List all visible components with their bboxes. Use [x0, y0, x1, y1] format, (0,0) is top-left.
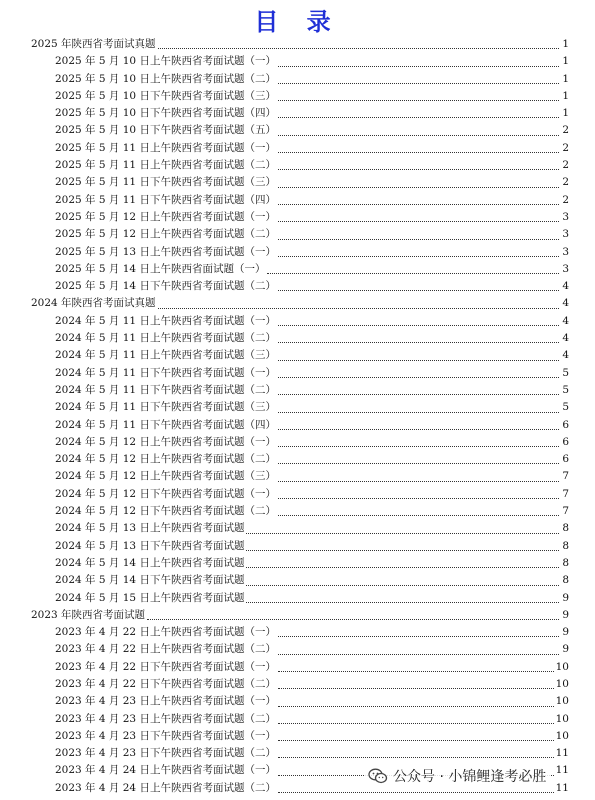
toc-page-number: 2: [562, 159, 569, 172]
toc-entry[interactable]: [31, 451, 569, 468]
toc-entry-title: 2023 年 4 月 22 日下午陕西省考面试题（二）: [55, 677, 276, 690]
wechat-icon: [368, 768, 388, 784]
toc-page-number: 6: [562, 418, 569, 431]
dot-leader: [278, 457, 559, 464]
toc-page-number: 4: [562, 314, 569, 327]
toc-page-number: 4: [562, 297, 569, 310]
toc-page-number: 9: [562, 608, 569, 621]
toc-entry-title: 2024 年 5 月 11 日上午陕西省考面试题（三）: [55, 349, 276, 362]
dot-leader: [278, 146, 559, 153]
toc-entry-title: 2025 年 5 月 10 日下午陕西省考面试题（三）: [55, 89, 276, 102]
toc-page-number: 5: [562, 383, 569, 396]
toc-entry[interactable]: [31, 105, 569, 122]
toc-page-number: 2: [562, 141, 569, 154]
toc-entry[interactable]: [31, 624, 569, 641]
watermark-text: 公众号 · 小锦鲤逢考必胜: [393, 769, 547, 785]
dot-leader: [246, 544, 559, 551]
toc-page-number: 11: [555, 781, 569, 794]
toc-page-number: 9: [562, 643, 569, 656]
toc-page-number: 8: [562, 556, 569, 569]
toc-entry[interactable]: [31, 555, 569, 572]
toc-entry[interactable]: [31, 520, 569, 537]
toc-page-number: 3: [562, 245, 569, 258]
dot-leader: [278, 94, 559, 101]
toc-page-number: 10: [555, 695, 569, 708]
toc-page-number: 2: [562, 193, 569, 206]
toc-entry-title: 2025 年 5 月 10 日上午陕西省考面试题（二）: [55, 72, 276, 85]
toc-entry[interactable]: [31, 330, 569, 347]
toc-entry-title: 2024 年 5 月 13 日上午陕西省考面试题: [55, 522, 245, 535]
toc-entry[interactable]: [31, 399, 569, 416]
toc-page-number: 9: [562, 626, 569, 639]
dot-leader: [278, 163, 559, 170]
toc-page-number: 8: [562, 539, 569, 552]
dot-leader: [278, 181, 559, 188]
dot-leader: [278, 60, 559, 67]
dot-leader: [278, 215, 559, 222]
toc-entry-title: 2024 年 5 月 14 日下午陕西省考面试题: [55, 574, 245, 587]
dot-leader: [278, 682, 554, 689]
dot-leader: [278, 319, 559, 326]
toc-entry-title: 2024 年 5 月 12 日上午陕西省考面试题（三）: [55, 470, 276, 483]
toc-entry-title: 2025 年 5 月 14 日下午陕西省考面试题（二）: [55, 280, 276, 293]
toc-page-number: 4: [562, 349, 569, 362]
toc-entry[interactable]: [31, 382, 569, 399]
dot-leader: [158, 42, 559, 49]
toc-entry-title: 2024 年 5 月 11 日下午陕西省考面试题（三）: [55, 401, 276, 414]
dot-leader: [278, 198, 559, 205]
dot-leader: [278, 284, 559, 291]
toc-page-number: 1: [562, 72, 569, 85]
toc-entry-title: 2024 年 5 月 11 日上午陕西省考面试题（一）: [55, 314, 276, 327]
dot-leader: [278, 388, 559, 395]
toc-entry-title: 2025 年 5 月 12 日上午陕西省考面试题（一）: [55, 210, 276, 223]
dot-leader: [246, 527, 559, 534]
toc-entry[interactable]: [31, 209, 569, 226]
toc-page-number: 2: [562, 124, 569, 137]
dot-leader: [278, 423, 559, 430]
toc-entry-title: 2025 年 5 月 12 日上午陕西省考面试题（二）: [55, 228, 276, 241]
toc-entry[interactable]: [31, 261, 569, 278]
toc-page-number: 4: [562, 280, 569, 293]
toc-entry-title: 2024 年陕西省考面试真题: [31, 297, 156, 310]
dot-leader: [246, 561, 559, 568]
toc-page-number: 8: [562, 574, 569, 587]
toc-entry[interactable]: [31, 728, 569, 745]
dot-leader: [246, 596, 559, 603]
toc-entry-title: 2024 年 5 月 11 日下午陕西省考面试题（一）: [55, 366, 276, 379]
toc-entry-title: 2024 年 5 月 14 日上午陕西省考面试题: [55, 556, 245, 569]
toc-page-number: 1: [562, 107, 569, 120]
dot-leader: [278, 354, 559, 361]
toc-page-number: 3: [562, 210, 569, 223]
dot-leader: [246, 579, 559, 586]
dot-leader: [278, 111, 559, 118]
dot-leader: [278, 509, 559, 516]
dot-leader: [278, 700, 554, 707]
dot-leader: [278, 371, 559, 378]
toc-page-number: 6: [562, 453, 569, 466]
toc-entry[interactable]: [31, 140, 569, 157]
toc-page-number: 5: [562, 366, 569, 379]
toc-page-number: 10: [555, 729, 569, 742]
toc-page-number: 1: [562, 38, 569, 50]
toc-page-number: 10: [555, 677, 569, 690]
toc-entry-title: 2025 年陕西省考面试真题: [31, 38, 156, 50]
toc-entry-title: 2023 年 4 月 23 日下午陕西省考面试题（一）: [55, 729, 276, 742]
dot-leader: [278, 630, 559, 637]
toc-entry-title: 2024 年 5 月 12 日上午陕西省考面试题（一）: [55, 435, 276, 448]
toc-entry-title: 2025 年 5 月 13 日上午陕西省考面试题（一）: [55, 245, 276, 258]
toc-entry[interactable]: [31, 434, 569, 451]
toc-section-entry[interactable]: [31, 295, 569, 312]
toc-entry-title: 2025 年 5 月 11 日下午陕西省考面试题（四）: [55, 193, 276, 206]
toc-entry[interactable]: [31, 244, 569, 261]
page-title: 目 录: [254, 8, 341, 36]
toc-entry-title: 2023 年 4 月 24 日上午陕西省考面试题（一）: [55, 764, 276, 777]
toc-entry-title: 2023 年 4 月 22 日下午陕西省考面试题（一）: [55, 660, 276, 673]
toc-page-number: 7: [562, 470, 569, 483]
toc-page-number: 3: [562, 228, 569, 241]
toc-entry[interactable]: [31, 71, 569, 88]
toc-entry-title: 2024 年 5 月 11 日下午陕西省考面试题（四）: [55, 418, 276, 431]
toc-entry-title: 2024 年 5 月 13 日下午陕西省考面试题: [55, 539, 245, 552]
toc-entry[interactable]: [31, 53, 569, 70]
toc-page-number: 1: [562, 55, 569, 68]
toc-entry-title: 2023 年 4 月 22 日上午陕西省考面试题（二）: [55, 643, 276, 656]
toc-entry-title: 2023 年 4 月 23 日上午陕西省考面试题（二）: [55, 712, 276, 725]
toc-entry[interactable]: [31, 468, 569, 485]
toc-entry[interactable]: [31, 676, 569, 693]
dot-leader: [278, 648, 559, 655]
toc-entry[interactable]: [31, 417, 569, 434]
dot-leader: [278, 734, 554, 741]
toc-page-number: 1: [562, 89, 569, 102]
dot-leader: [278, 475, 559, 482]
toc-entry[interactable]: [31, 313, 569, 330]
toc-page-number: 2: [562, 176, 569, 189]
table-of-contents: [31, 36, 569, 797]
toc-entry-title: 2023 年 4 月 24 日上午陕西省考面试题（二）: [55, 781, 276, 794]
toc-entry-title: 2023 年陕西省考面试题: [31, 608, 146, 621]
toc-entry-title: 2025 年 5 月 11 日上午陕西省考面试题（二）: [55, 159, 276, 172]
toc-entry[interactable]: [31, 122, 569, 139]
toc-page-number: 4: [562, 332, 569, 345]
toc-entry[interactable]: [31, 192, 569, 209]
toc-entry-title: 2025 年 5 月 11 日上午陕西省考面试题（一）: [55, 141, 276, 154]
toc-entry-title: 2023 年 4 月 23 日下午陕西省考面试题（二）: [55, 747, 276, 760]
toc-entry[interactable]: [31, 572, 569, 589]
toc-entry[interactable]: [31, 278, 569, 295]
toc-page-number: 3: [562, 262, 569, 275]
toc-entry[interactable]: [31, 157, 569, 174]
toc-entry-title: 2024 年 5 月 12 日下午陕西省考面试题（一）: [55, 487, 276, 500]
toc-entry[interactable]: [31, 88, 569, 105]
toc-page-number: 10: [555, 712, 569, 725]
dot-leader: [278, 665, 554, 672]
dot-leader: [278, 406, 559, 413]
toc-entry[interactable]: [31, 347, 569, 364]
toc-entry-title: 2025 年 5 月 10 日下午陕西省考面试题（五）: [55, 124, 276, 137]
toc-page-number: 7: [562, 505, 569, 518]
toc-entry-title: 2024 年 5 月 11 日下午陕西省考面试题（二）: [55, 383, 276, 396]
toc-entry[interactable]: [31, 226, 569, 243]
toc-entry-title: 2023 年 4 月 23 日上午陕西省考面试题（一）: [55, 695, 276, 708]
toc-entry-title: 2024 年 5 月 15 日上午陕西省考面试题: [55, 591, 245, 604]
toc-page-number: 11: [555, 764, 569, 777]
toc-entry-title: 2025 年 5 月 10 日上午陕西省考面试题（一）: [55, 55, 276, 68]
dot-leader: [278, 492, 559, 499]
toc-entry[interactable]: [31, 503, 569, 520]
toc-section-entry[interactable]: [31, 36, 569, 53]
toc-entry-title: 2024 年 5 月 12 日下午陕西省考面试题（二）: [55, 505, 276, 518]
toc-entry[interactable]: [31, 590, 569, 607]
dot-leader: [267, 267, 559, 274]
dot-leader: [278, 129, 559, 136]
toc-page-number: 8: [562, 522, 569, 535]
toc-entry[interactable]: [31, 538, 569, 555]
toc-section-entry[interactable]: [31, 607, 569, 624]
toc-entry-title: 2023 年 4 月 22 日上午陕西省考面试题（一）: [55, 626, 276, 639]
toc-entry[interactable]: [31, 693, 569, 710]
toc-entry-title: 2024 年 5 月 12 日上午陕西省考面试题（二）: [55, 453, 276, 466]
toc-entry-title: 2025 年 5 月 11 日下午陕西省考面试题（三）: [55, 176, 276, 189]
dot-leader: [147, 613, 559, 620]
toc-page-number: 10: [555, 660, 569, 673]
toc-entry[interactable]: [31, 641, 569, 658]
dot-leader: [278, 440, 559, 447]
watermark: [364, 764, 550, 788]
toc-entry[interactable]: [31, 174, 569, 191]
dot-leader: [278, 250, 559, 257]
dot-leader: [278, 233, 559, 240]
toc-entry-title: 2025 年 5 月 10 日下午陕西省考面试题（四）: [55, 107, 276, 120]
dot-leader: [278, 751, 554, 758]
toc-page-number: 9: [562, 591, 569, 604]
toc-page-number: 11: [555, 747, 569, 760]
dot-leader: [278, 336, 559, 343]
toc-page-number: 6: [562, 435, 569, 448]
dot-leader: [158, 302, 559, 309]
toc-entry[interactable]: [31, 365, 569, 382]
toc-page-number: 7: [562, 487, 569, 500]
toc-entry-title: 2025 年 5 月 14 日上午陕西省面试题（一）: [55, 262, 266, 275]
toc-entry[interactable]: [31, 659, 569, 676]
dot-leader: [278, 77, 559, 84]
toc-page-number: 5: [562, 401, 569, 414]
dot-leader: [278, 717, 554, 724]
toc-entry[interactable]: [31, 745, 569, 762]
toc-entry[interactable]: [31, 486, 569, 503]
toc-entry-title: 2024 年 5 月 11 日上午陕西省考面试题（二）: [55, 332, 276, 345]
toc-entry[interactable]: [31, 711, 569, 728]
